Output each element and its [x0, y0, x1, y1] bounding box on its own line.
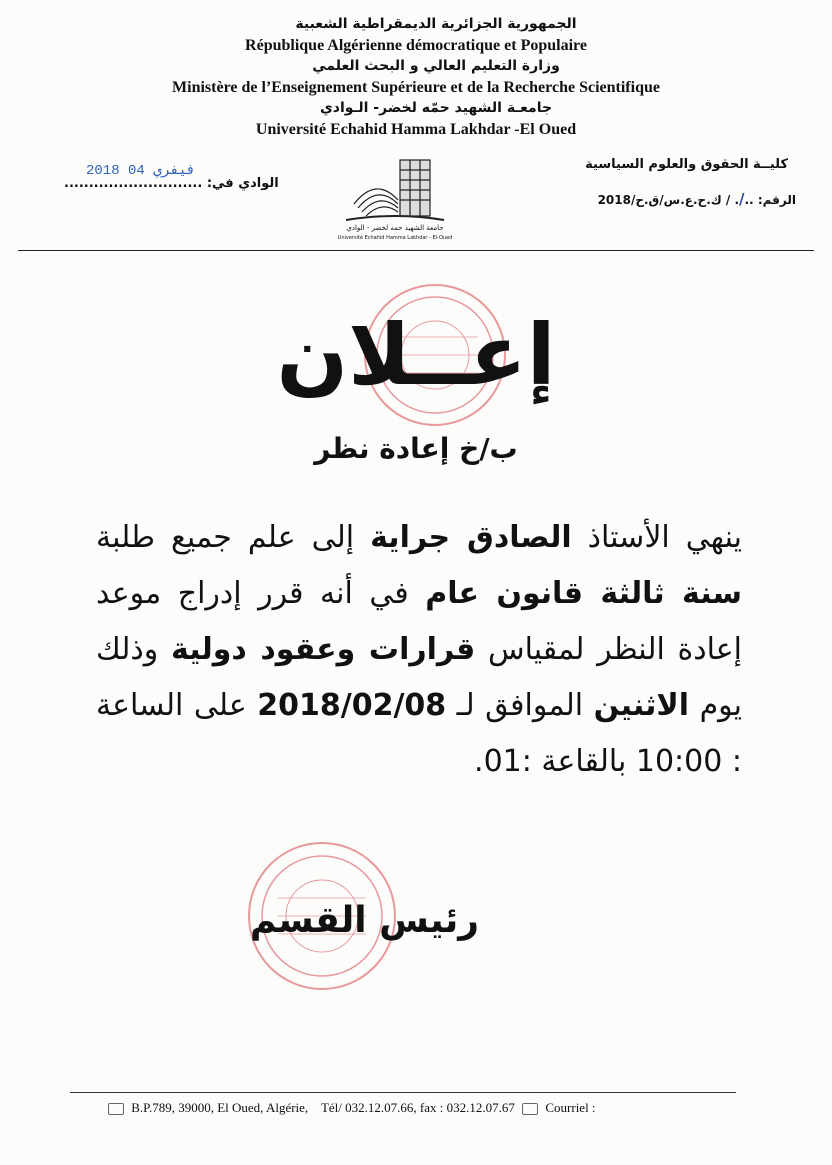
logo-caption: جامعة الشهيد حمه لخضر - الوادي: [346, 224, 444, 232]
announcement-body: [96, 510, 742, 790]
body-text: ينهي الأستاذ: [571, 520, 742, 555]
university-logo: [336, 146, 454, 242]
ministry-ar: وزارة التعليم العالي و البحث العلمي: [312, 58, 560, 74]
university-ar: جامعـة الشهيد حمّه لخضر- الـوادي: [319, 100, 553, 116]
body-text: وذلك يوم: [96, 632, 742, 723]
body-text: في أنه قرر إدراج موعد إعادة النظر لمقياس: [96, 576, 742, 667]
announcement-subtitle: ب/خ إعادة نظر: [314, 432, 518, 465]
document-header: [0, 14, 832, 140]
logo-caption-fr: Université Echahid Hamma Lakhdar - El-Oued: [337, 235, 453, 241]
reference-label: الرقم:: [757, 193, 796, 207]
reference-number: الرقم: ../. / ك.ح.ع.س/ق.ح/2018: [597, 190, 796, 208]
professor-name: الصادق جراية: [370, 520, 572, 555]
email-icon: [522, 1103, 538, 1115]
place-dots: ............................: [64, 176, 203, 191]
republic-fr: République Algérienne démocratique et Populaire: [245, 37, 587, 54]
university-fr: Université Echahid Hamma Lakhdar -El Oued: [255, 121, 577, 138]
footer: [104, 1100, 596, 1116]
reference-suffix: ك.ح.ع.س/ق.ح/2018: [597, 193, 722, 207]
body-text: إلى علم جميع طلبة: [96, 520, 371, 555]
announcement-title: إعــلان: [276, 306, 556, 404]
footer-email: Courriel :: [545, 1100, 596, 1115]
exam-day: الاثنين: [593, 688, 690, 723]
ministry-fr: Ministère de l’Enseignement Supérieure et de la Recherche Scientifique: [172, 79, 660, 96]
footer-address: B.P.789, 39000, El Oued, Algérie,: [131, 1100, 309, 1115]
republic-ar: الجمهورية الجزائرية الديمقراطية الشعبية: [295, 16, 577, 32]
faculty-name: كليــة الحقوق والعلوم السياسية: [585, 157, 788, 172]
module-name: قرارات وعقود دولية: [171, 632, 476, 667]
footer-phone: Tél/ 032.12.07.66, fax : 032.12.07.67: [320, 1100, 515, 1115]
student-level: سنة ثالثة قانون عام: [425, 576, 742, 611]
department-head-signature: رئيس القسم: [250, 900, 479, 941]
body-text: على الساعة : 10:00 بالقاعة :01.: [96, 688, 742, 779]
mail-icon: [108, 1103, 124, 1115]
body-text: الموافق لـ: [446, 688, 594, 723]
footer-divider: [70, 1092, 736, 1093]
place-label: الوادي في:: [206, 176, 279, 191]
header-divider: [18, 250, 814, 251]
place-date: [64, 176, 279, 191]
exam-date: 2018/02/08: [257, 688, 447, 723]
date-stamp: 2018 فيفري 04: [86, 163, 196, 179]
